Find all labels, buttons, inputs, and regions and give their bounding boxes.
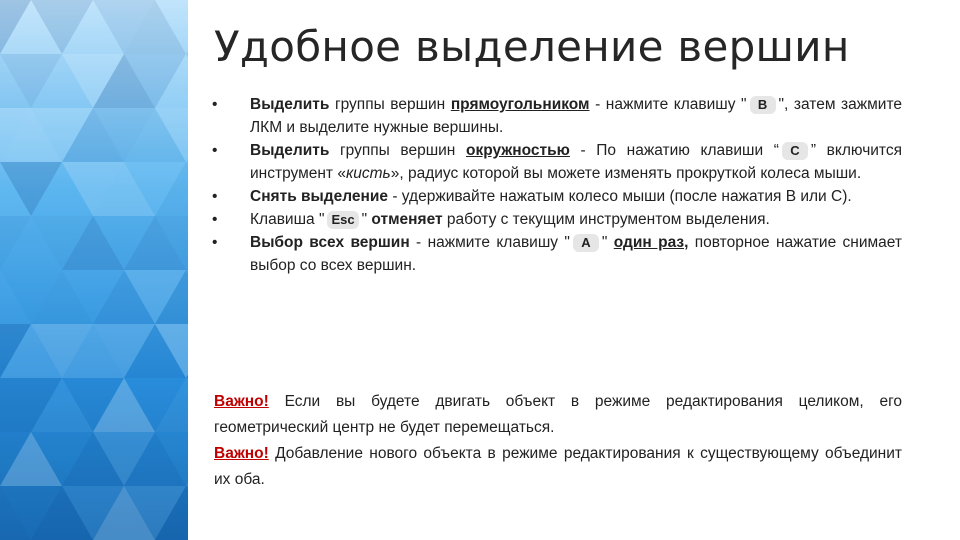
decorative-side-panel — [0, 0, 188, 540]
text: повторное нажатие снимает выбор со всех вершин. — [250, 234, 903, 274]
key-badge: Esc — [327, 211, 358, 229]
text: », радиус которой вы можете изменять прокруткой колеса мыши. — [390, 165, 862, 182]
key-badge: B — [750, 96, 776, 114]
bullet-list — [212, 93, 902, 277]
bullet-marker: • — [212, 188, 218, 205]
text: Клавиша " — [250, 211, 325, 228]
text: группы вершин — [329, 96, 451, 113]
bullet-item — [212, 208, 902, 231]
bold-text: Выделить — [250, 142, 330, 159]
text: группы вершин — [329, 142, 466, 159]
important-note — [214, 441, 902, 493]
important-note — [214, 389, 902, 441]
text: ", затем зажмите ЛКМ и выделите нужные вершины. — [250, 96, 903, 136]
note-text: Если вы будете двигать объект в режиме редактирования целиком, его геометрический центр не будет перемещаться. — [214, 393, 902, 436]
text: - По нажатию клавиши “ — [569, 142, 779, 159]
emphasis-text: один раз, — [613, 234, 689, 251]
text: - удерживайте нажатым колесо мыши (после нажатия В или С). — [388, 188, 852, 205]
bullet-item — [212, 139, 902, 185]
triangle-pattern — [0, 0, 188, 540]
bullet-marker: • — [212, 234, 218, 251]
text: " — [361, 211, 372, 228]
bold-text: Выбор всех вершин — [250, 234, 410, 251]
important-label: Важно! — [214, 393, 269, 410]
key-badge: C — [782, 142, 808, 160]
bullet-item — [212, 231, 902, 277]
italic-text: кисть — [345, 165, 391, 182]
bullet-marker: • — [212, 211, 218, 228]
text: - нажмите клавишу " — [589, 96, 747, 113]
note-text: Добавление нового объекта в режиме редактирования к существующему объединит их оба. — [214, 445, 902, 488]
slide-title: Удобное выделение вершин — [214, 22, 850, 71]
bold-text: отменяет — [371, 211, 443, 228]
bullet-item — [212, 185, 902, 208]
emphasis-text: прямоугольником — [450, 96, 590, 113]
text: " — [601, 234, 614, 251]
text: работу с текущим инструментом выделения. — [442, 211, 770, 228]
key-badge: A — [573, 234, 599, 252]
bullet-item — [212, 93, 902, 139]
important-label: Важно! — [214, 445, 269, 462]
bullet-marker: • — [212, 96, 218, 113]
notes-block — [214, 389, 902, 493]
emphasis-text: окружностью — [465, 142, 570, 159]
bold-text: Снять выделение — [250, 188, 389, 205]
bullet-marker: • — [212, 142, 218, 159]
text: - нажмите клавишу " — [409, 234, 570, 251]
text: ” включится инструмент « — [250, 142, 902, 182]
bold-text: Выделить — [250, 96, 330, 113]
